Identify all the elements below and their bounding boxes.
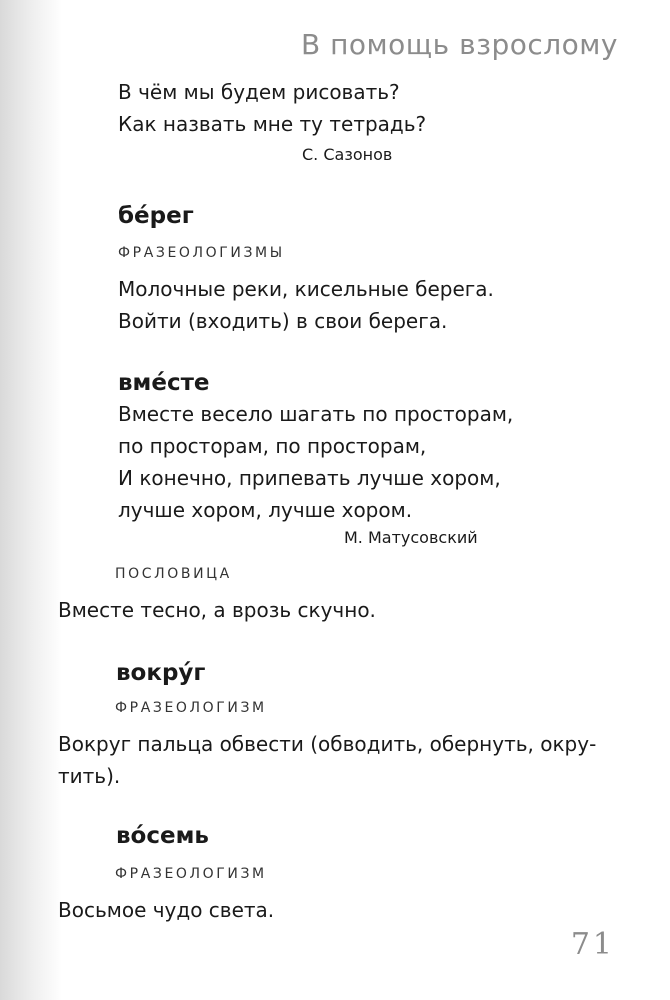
category-label: ФРАЗЕОЛОГИЗМЫ	[118, 245, 285, 261]
page-number: 71	[570, 927, 615, 962]
idiom-line: Вокруг пальца обвести (обводить, обернуть, окру-	[58, 732, 597, 756]
category-label: ФРАЗЕОЛОГИЗМ	[115, 866, 267, 882]
running-header: В помощь взрослому	[301, 28, 618, 61]
category-label: ФРАЗЕОЛОГИЗМ	[115, 700, 267, 716]
headword-vosem: во́семь	[116, 823, 209, 849]
headword-vokrug: вокру́г	[116, 660, 206, 686]
vmeste-poem-line: Вместе весело шагать по просторам,	[118, 402, 514, 426]
vmeste-poem-line: И конечно, припевать лучше хором,	[118, 466, 501, 490]
idiom-line: Восьмое чудо света.	[58, 898, 275, 922]
category-label: ПОСЛОВИЦА	[115, 566, 232, 582]
vmeste-poem-line: лучше хором, лучше хором.	[118, 498, 413, 522]
idiom-line: тить).	[58, 764, 121, 788]
vmeste-poem-line: по просторам, по просторам,	[118, 434, 427, 458]
headword-bereg: бе́рег	[118, 203, 194, 229]
page-gutter-shadow	[0, 0, 62, 1000]
idiom-line: Войти (входить) в свои берега.	[118, 309, 448, 333]
vmeste-poem-author: М. Матусовский	[344, 528, 478, 547]
proverb-text: Вместе тесно, а врозь скучно.	[58, 598, 376, 622]
idiom-line: Молочные реки, кисельные берега.	[118, 277, 494, 301]
intro-poem-author: С. Сазонов	[302, 145, 393, 164]
intro-poem-line: Как назвать мне ту тетрадь?	[118, 112, 427, 136]
intro-poem-line: В чём мы будем рисовать?	[118, 80, 400, 104]
headword-vmeste: вме́сте	[118, 370, 210, 396]
